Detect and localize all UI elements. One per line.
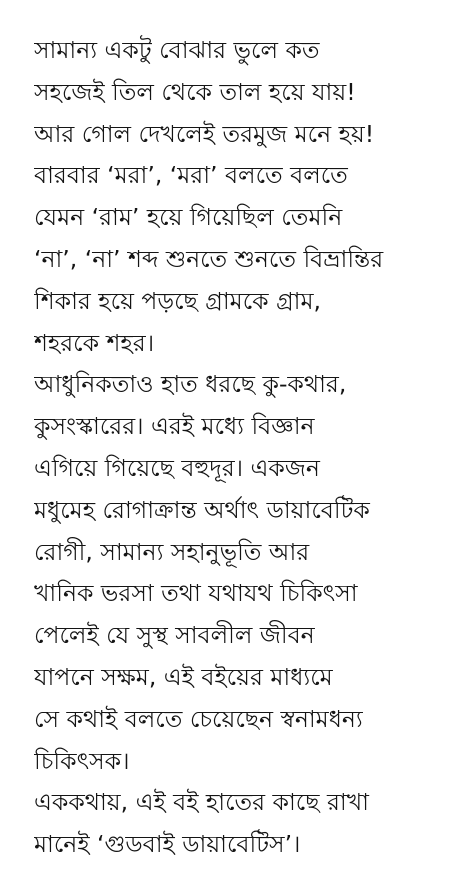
text-line: বারবার ‘মরা’, ‘মরা’ বলতে বলতে [34,161,348,190]
text-line: খানিক ভরসা তথা যথাযথ চিকিৎসা [34,579,358,608]
text-line: যেমন ‘রাম’ হয়ে গিয়েছিল তেমনি [34,203,343,232]
text-line: সে কথাই বলতে চেয়েছেন স্বনামধন্য [34,704,363,733]
text-line: আধুনিকতাও হাত ধরছে কু-কথার, [34,370,347,399]
text-line: কুসংস্কারের। এরই মধ্যে বিজ্ঞান [34,412,315,441]
text-line: মানেই ‘গুডবাই ডায়াবেটিস’। [34,830,301,859]
text-line: সহজেই তিল থেকে তাল হয়ে যায়! [34,77,356,106]
text-line: পেলেই যে সুস্থ সাবলীল জীবন [34,621,315,650]
text-line: ‘না’, ‘না’ শব্দ শুনতে শুনতে বিভ্রান্তির [34,244,384,273]
blurb-text [34,30,444,866]
text-line: এগিয়ে গিয়েছে বহুদূর। একজন [34,453,320,482]
text-line: শিকার হয়ে পড়ছে গ্রামকে গ্রাম, [34,286,322,315]
text-line: শহরকে শহর। [34,328,155,357]
text-line: মধুমেহ রোগাক্রান্ত অর্থাৎ ডায়াবেটিক [34,495,370,524]
text-line: সামান্য একটু বোঝার ভুলে কত [34,36,320,64]
text-line: চিকিৎসক। [34,746,130,775]
text-line: যাপনে সক্ষম, এই বইয়ের মাধ্যমে [34,662,333,691]
text-line: আর গোল দেখলেই তরমুজ মনে হয়! [34,119,375,148]
text-line: এককথায়, এই বই হাতের কাছে রাখা [34,788,369,817]
text-line: রোগী, সামান্য সহানুভূতি আর [34,537,310,566]
